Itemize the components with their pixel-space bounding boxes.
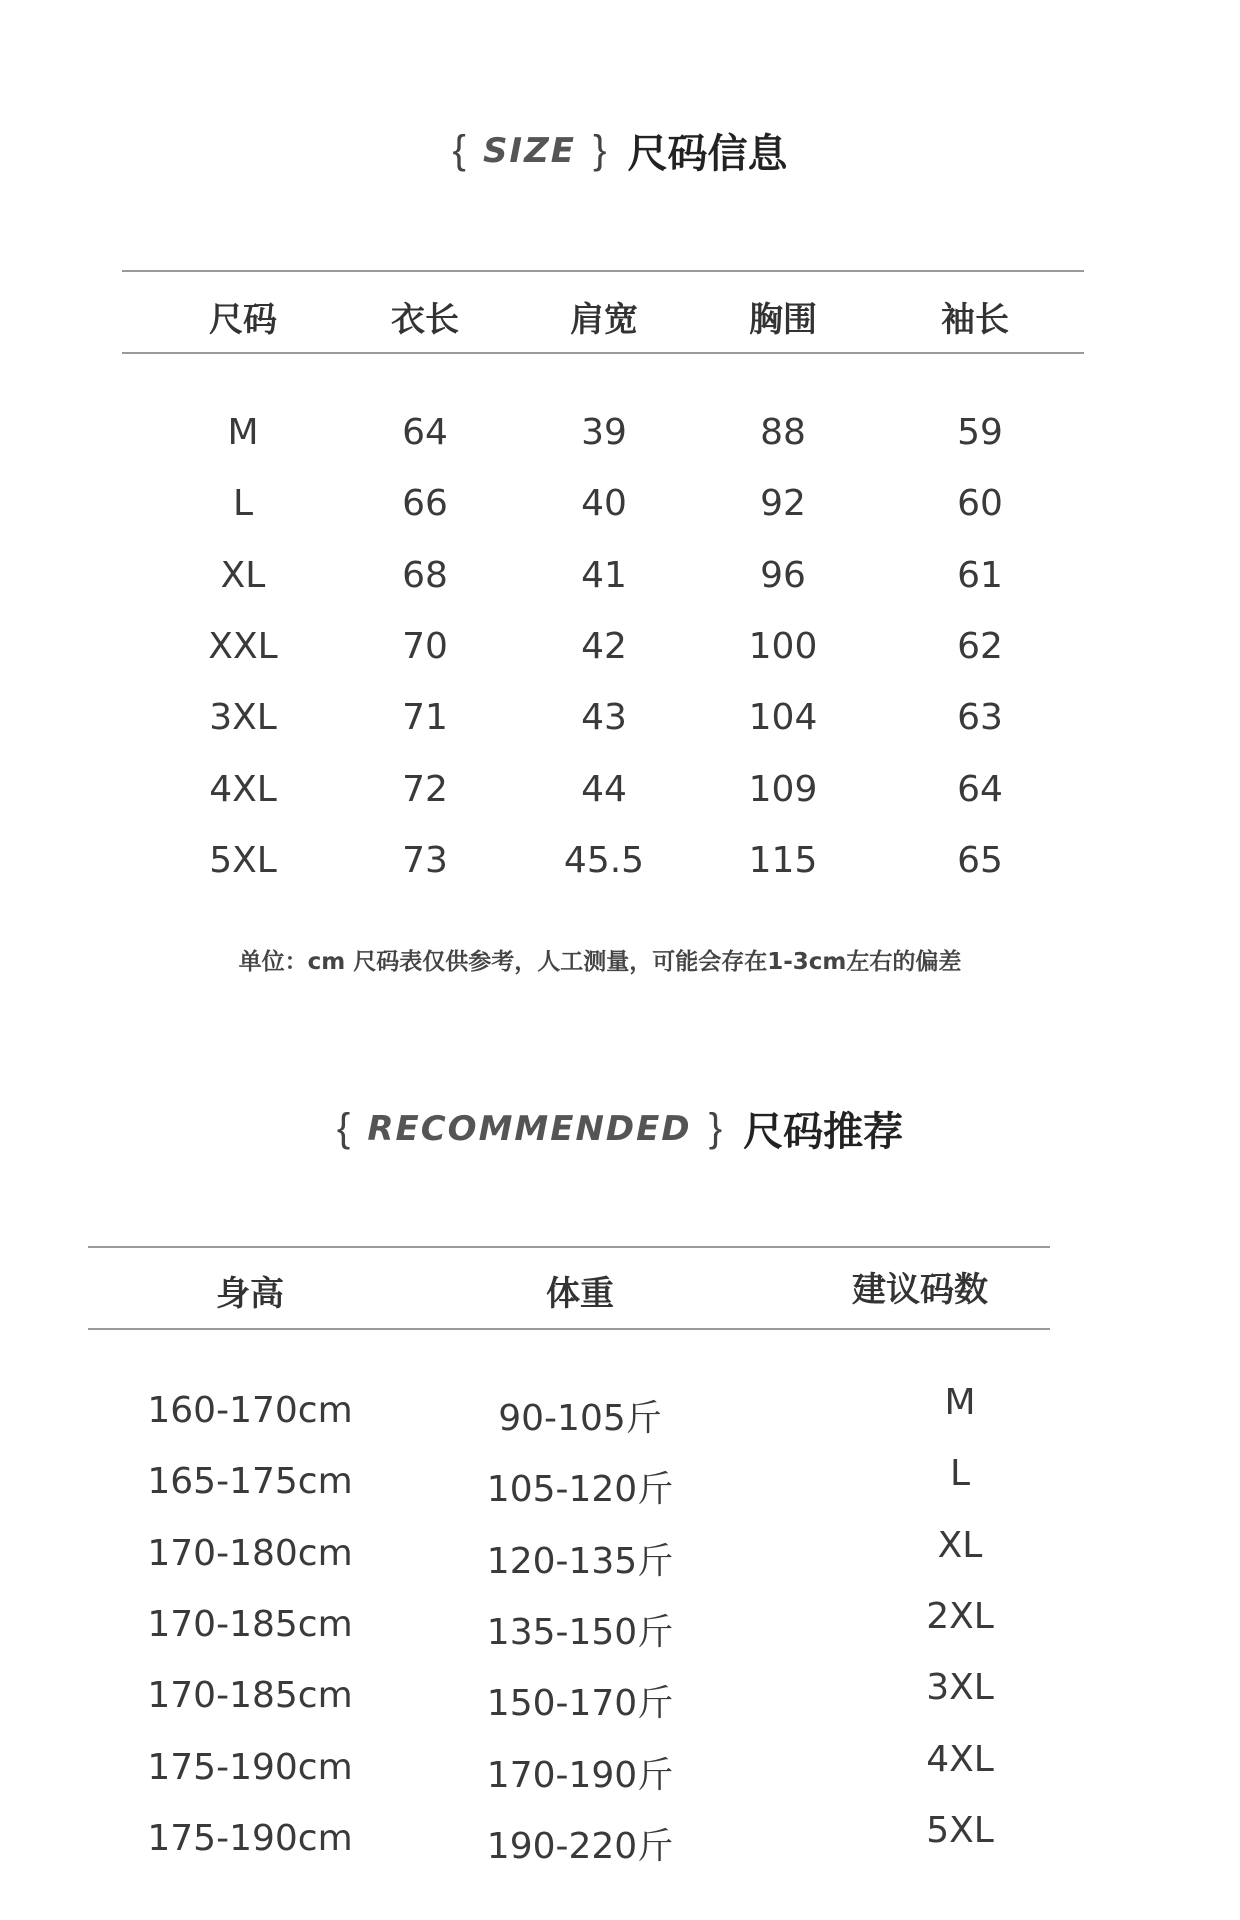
recommend-section-title: [0, 1100, 1240, 1157]
size-header-chest: 胸围: [749, 300, 817, 340]
weight-cell: 90-105斤: [498, 1398, 662, 1439]
recommended-size-cell: M: [944, 1382, 976, 1423]
chest-cell: 100: [748, 626, 818, 667]
brace-open: {: [336, 1106, 351, 1150]
length-cell: 68: [402, 555, 448, 596]
weight-cell: 190-220斤: [486, 1826, 674, 1867]
height-cell: 170-185cm: [147, 1604, 353, 1645]
size-section-title: [0, 122, 1240, 179]
shoulder-cell: 41: [581, 555, 627, 596]
brace-open: {: [452, 128, 466, 172]
length-cell: 73: [402, 840, 448, 881]
size-table-header-rule: [122, 352, 1084, 354]
recommend-header-height: 身高: [216, 1274, 284, 1314]
shoulder-cell: 39: [581, 412, 627, 453]
weight-cell: 105-120斤: [486, 1469, 674, 1510]
brace-close: }: [708, 1106, 723, 1150]
size-header-shoulder: 肩宽: [570, 300, 638, 340]
sleeve-cell: 64: [957, 769, 1003, 810]
recommended-size-cell: 2XL: [926, 1596, 994, 1637]
length-cell: 72: [402, 769, 448, 810]
weight-cell: 150-170斤: [486, 1683, 674, 1724]
sleeve-cell: 60: [957, 483, 1003, 524]
size-table-top-rule: [122, 270, 1084, 272]
height-cell: 165-175cm: [147, 1461, 353, 1502]
recommend-header-size: 建议码数: [852, 1270, 988, 1310]
recommend-header-weight: 体重: [546, 1274, 614, 1314]
chest-cell: 104: [748, 697, 818, 738]
shoulder-cell: 40: [581, 483, 627, 524]
sleeve-cell: 61: [957, 555, 1003, 596]
height-cell: 175-190cm: [147, 1747, 353, 1788]
shoulder-cell: 45.5: [563, 840, 645, 881]
chest-cell: 92: [760, 483, 806, 524]
size-note: 单位：cm 尺码表仅供参考，人工测量，可能会存在1-3cm左右的偏差: [238, 949, 962, 975]
shoulder-cell: 43: [581, 697, 627, 738]
height-cell: 160-170cm: [147, 1390, 353, 1431]
size-header-sleeve: 袖长: [941, 300, 1009, 340]
height-cell: 170-185cm: [147, 1675, 353, 1716]
size-cell: XXL: [208, 626, 278, 667]
size-cell: M: [227, 412, 259, 453]
size-cell: 3XL: [209, 697, 277, 738]
weight-cell: 120-135斤: [486, 1541, 674, 1582]
recommended-size-cell: L: [949, 1453, 971, 1494]
chest-cell: 88: [760, 412, 806, 453]
size-cell: 5XL: [209, 840, 277, 881]
shoulder-cell: 44: [581, 769, 627, 810]
chest-cell: 96: [760, 555, 806, 596]
recommend-table-header-rule: [88, 1328, 1050, 1330]
shoulder-cell: 42: [581, 626, 627, 667]
size-title-en: SIZE: [482, 130, 576, 171]
height-cell: 175-190cm: [147, 1818, 353, 1859]
size-header-size: 尺码: [209, 300, 277, 340]
length-cell: 70: [402, 626, 448, 667]
chest-cell: 109: [748, 769, 818, 810]
size-cell: XL: [220, 555, 266, 596]
size-header-length: 衣长: [391, 300, 459, 340]
brace-close: }: [593, 128, 607, 172]
height-cell: 170-180cm: [147, 1533, 353, 1574]
recommended-size-cell: 3XL: [926, 1667, 994, 1708]
weight-cell: 170-190斤: [486, 1755, 674, 1796]
recommended-size-cell: 4XL: [926, 1739, 994, 1780]
size-title-zh: 尺码信息: [627, 131, 788, 177]
recommend-title-zh: 尺码推荐: [743, 1109, 904, 1155]
size-cell: 4XL: [209, 769, 277, 810]
length-cell: 71: [402, 697, 448, 738]
sleeve-cell: 62: [957, 626, 1003, 667]
size-cell: L: [232, 483, 254, 524]
recommend-table-top-rule: [88, 1246, 1050, 1248]
chest-cell: 115: [748, 840, 818, 881]
recommended-size-cell: XL: [937, 1525, 983, 1566]
recommend-title-en: RECOMMENDED: [367, 1108, 692, 1149]
sleeve-cell: 63: [957, 697, 1003, 738]
length-cell: 66: [402, 483, 448, 524]
weight-cell: 135-150斤: [486, 1612, 674, 1653]
recommended-size-cell: 5XL: [926, 1810, 994, 1851]
sleeve-cell: 65: [957, 840, 1003, 881]
length-cell: 64: [402, 412, 448, 453]
sleeve-cell: 59: [957, 412, 1003, 453]
